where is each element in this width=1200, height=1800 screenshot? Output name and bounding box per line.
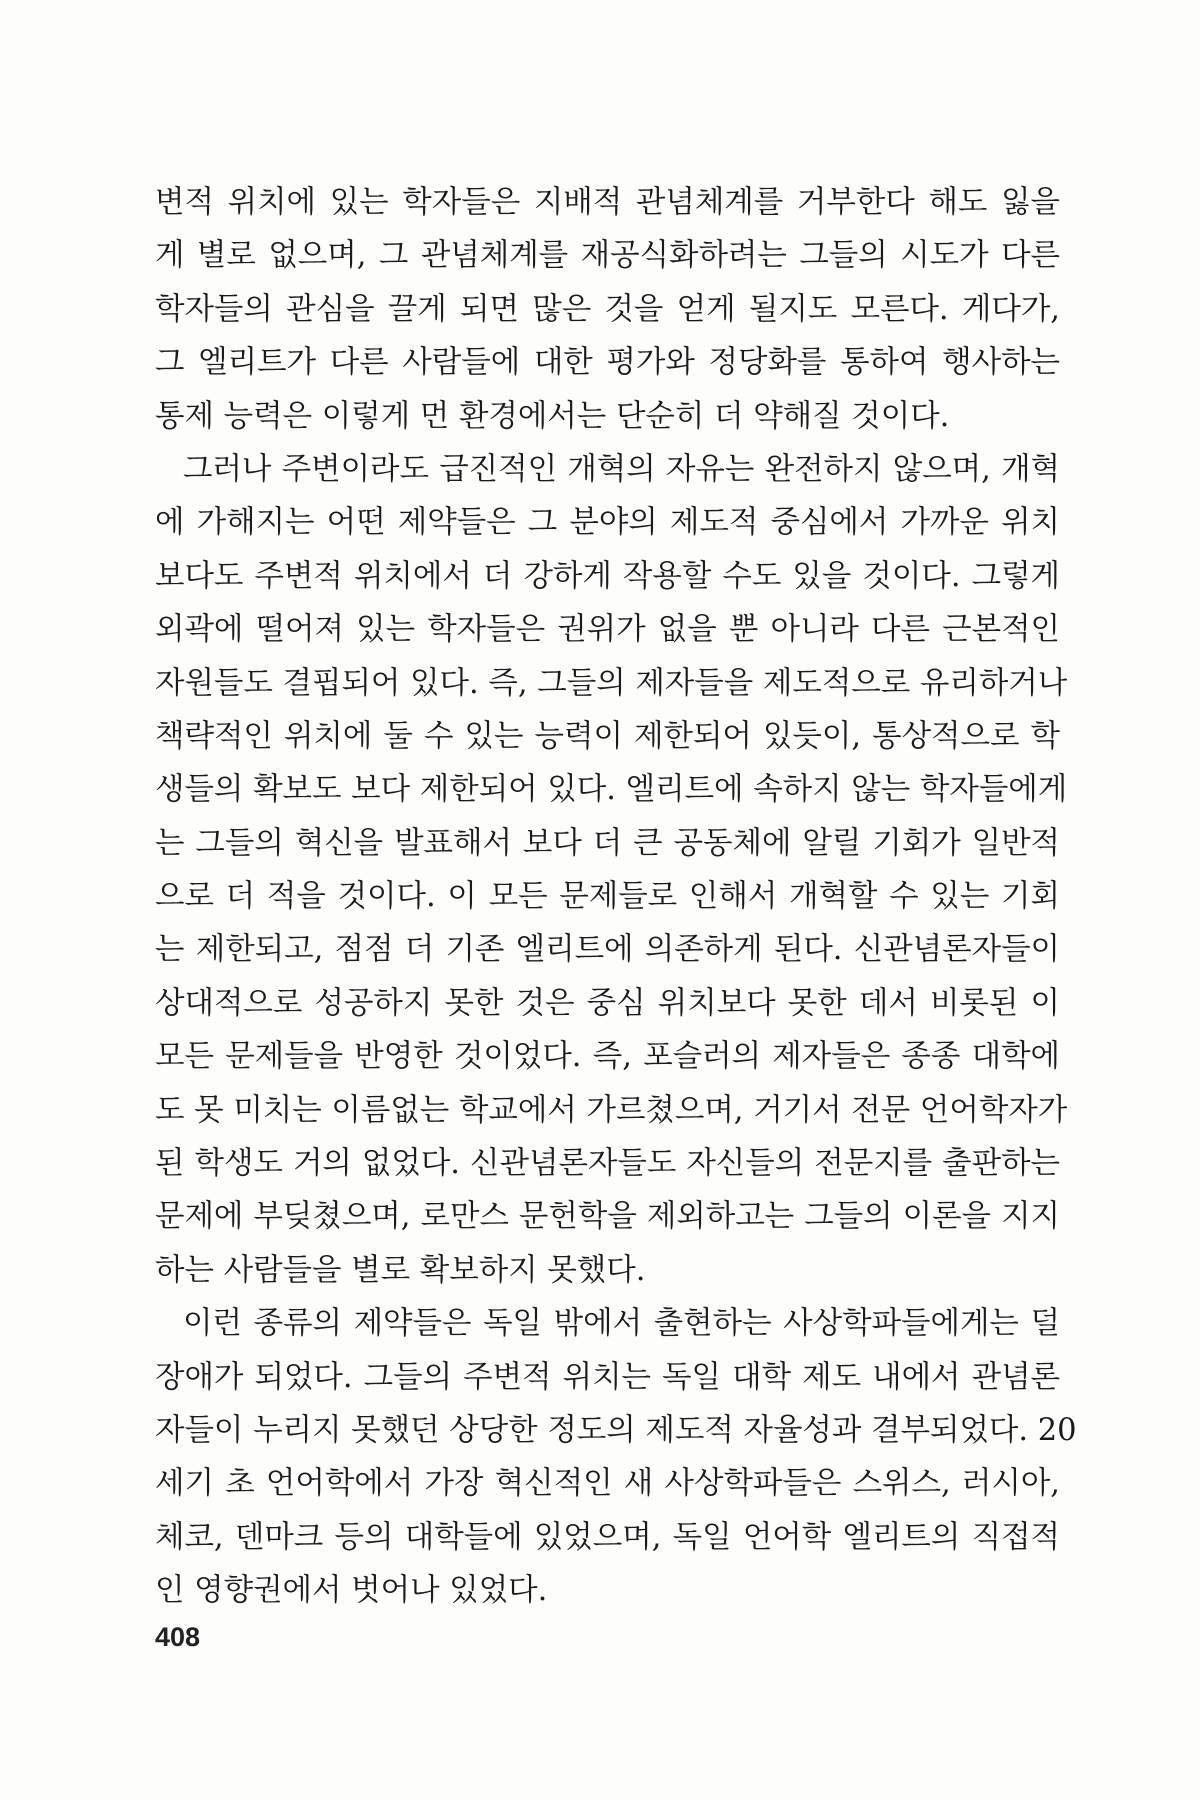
text-line: 그 엘리트가 다른 사람들에 대한 평가와 정당화를 통하여 행사하는 [155, 345, 1060, 381]
text-line: 모든 문제들을 반영한 것이었다. 즉, 포슬러의 제자들은 종종 대학에 [155, 1039, 1060, 1075]
text-line: 도 못 미치는 이름없는 학교에서 가르쳤으며, 거기서 전문 언어학자가 [155, 1092, 1068, 1128]
text-line: 하는 사람들을 별로 확보하지 못했다. [155, 1252, 646, 1288]
body-text [155, 176, 1077, 1618]
text-line: 장애가 되었다. 그들의 주변적 위치는 독일 대학 제도 내에서 관념론 [155, 1359, 1060, 1395]
text-line: 학자들의 관심을 끌게 되면 많은 것을 얻게 될지도 모른다. 게다가, [155, 291, 1060, 327]
text-line: 자원들도 결핍되어 있다. 즉, 그들의 제자들을 제도적으로 유리하거나 [155, 665, 1068, 701]
text-line: 외곽에 떨어져 있는 학자들은 권위가 없을 뿐 아니라 다른 근본적인 [155, 612, 1060, 648]
text-line: 게 별로 없으며, 그 관념체계를 재공식화하려는 그들의 시도가 다른 [155, 238, 1060, 274]
text-line: 에 가해지는 어떤 제약들은 그 분야의 제도적 중심에서 가까운 위치 [155, 505, 1060, 541]
page-number: 408 [155, 1622, 201, 1652]
text-line: 는 제한되고, 점점 더 기존 엘리트에 의존하게 된다. 신관념론자들이 [155, 932, 1060, 968]
paragraph-start-line: 그러나 주변이라도 급진적인 개혁의 자유는 완전하지 않으며, 개혁 [183, 451, 1060, 487]
text-line: 문제에 부딪쳤으며, 로만스 문헌학을 제외하고는 그들의 이론을 지지 [155, 1199, 1060, 1235]
text-line: 으로 더 적을 것이다. 이 모든 문제들로 인해서 개혁할 수 있는 기회 [155, 879, 1060, 915]
paragraph-start-line: 이런 종류의 제약들은 독일 밖에서 출현하는 사상학파들에게는 덜 [183, 1306, 1060, 1342]
text-line: 인 영향권에서 벗어나 있었다. [155, 1573, 548, 1609]
text-line: 자들이 누리지 못했던 상당한 정도의 제도적 자율성과 결부되었다. 20 [155, 1412, 1077, 1448]
text-line: 책략적인 위치에 둘 수 있는 능력이 제한되어 있듯이, 통상적으로 학 [155, 718, 1060, 754]
text-line: 변적 위치에 있는 학자들은 지배적 관념체계를 거부한다 해도 잃을 [155, 185, 1060, 220]
text-line: 통제 능력은 이렇게 먼 환경에서는 단순히 더 약해질 것이다. [155, 398, 950, 434]
text-line: 보다도 주변적 위치에서 더 강하게 작용할 수도 있을 것이다. 그렇게 [155, 558, 1060, 594]
text-line: 생들의 확보도 보다 제한되어 있다. 엘리트에 속하지 않는 학자들에게 [155, 772, 1068, 808]
text-line: 상대적으로 성공하지 못한 것은 중심 위치보다 못한 데서 비롯된 이 [155, 985, 1060, 1021]
text-line: 는 그들의 혁신을 발표해서 보다 더 큰 공동체에 알릴 기회가 일반적 [155, 825, 1060, 861]
text-line: 된 학생도 거의 없었다. 신관념론자들도 자신들의 전문지를 출판하는 [155, 1146, 1060, 1182]
text-line: 체코, 덴마크 등의 대학들에 있었으며, 독일 언어학 엘리트의 직접적 [155, 1519, 1060, 1555]
text-line: 세기 초 언어학에서 가장 혁신적인 새 사상학파들은 스위스, 러시아, [155, 1466, 1060, 1502]
